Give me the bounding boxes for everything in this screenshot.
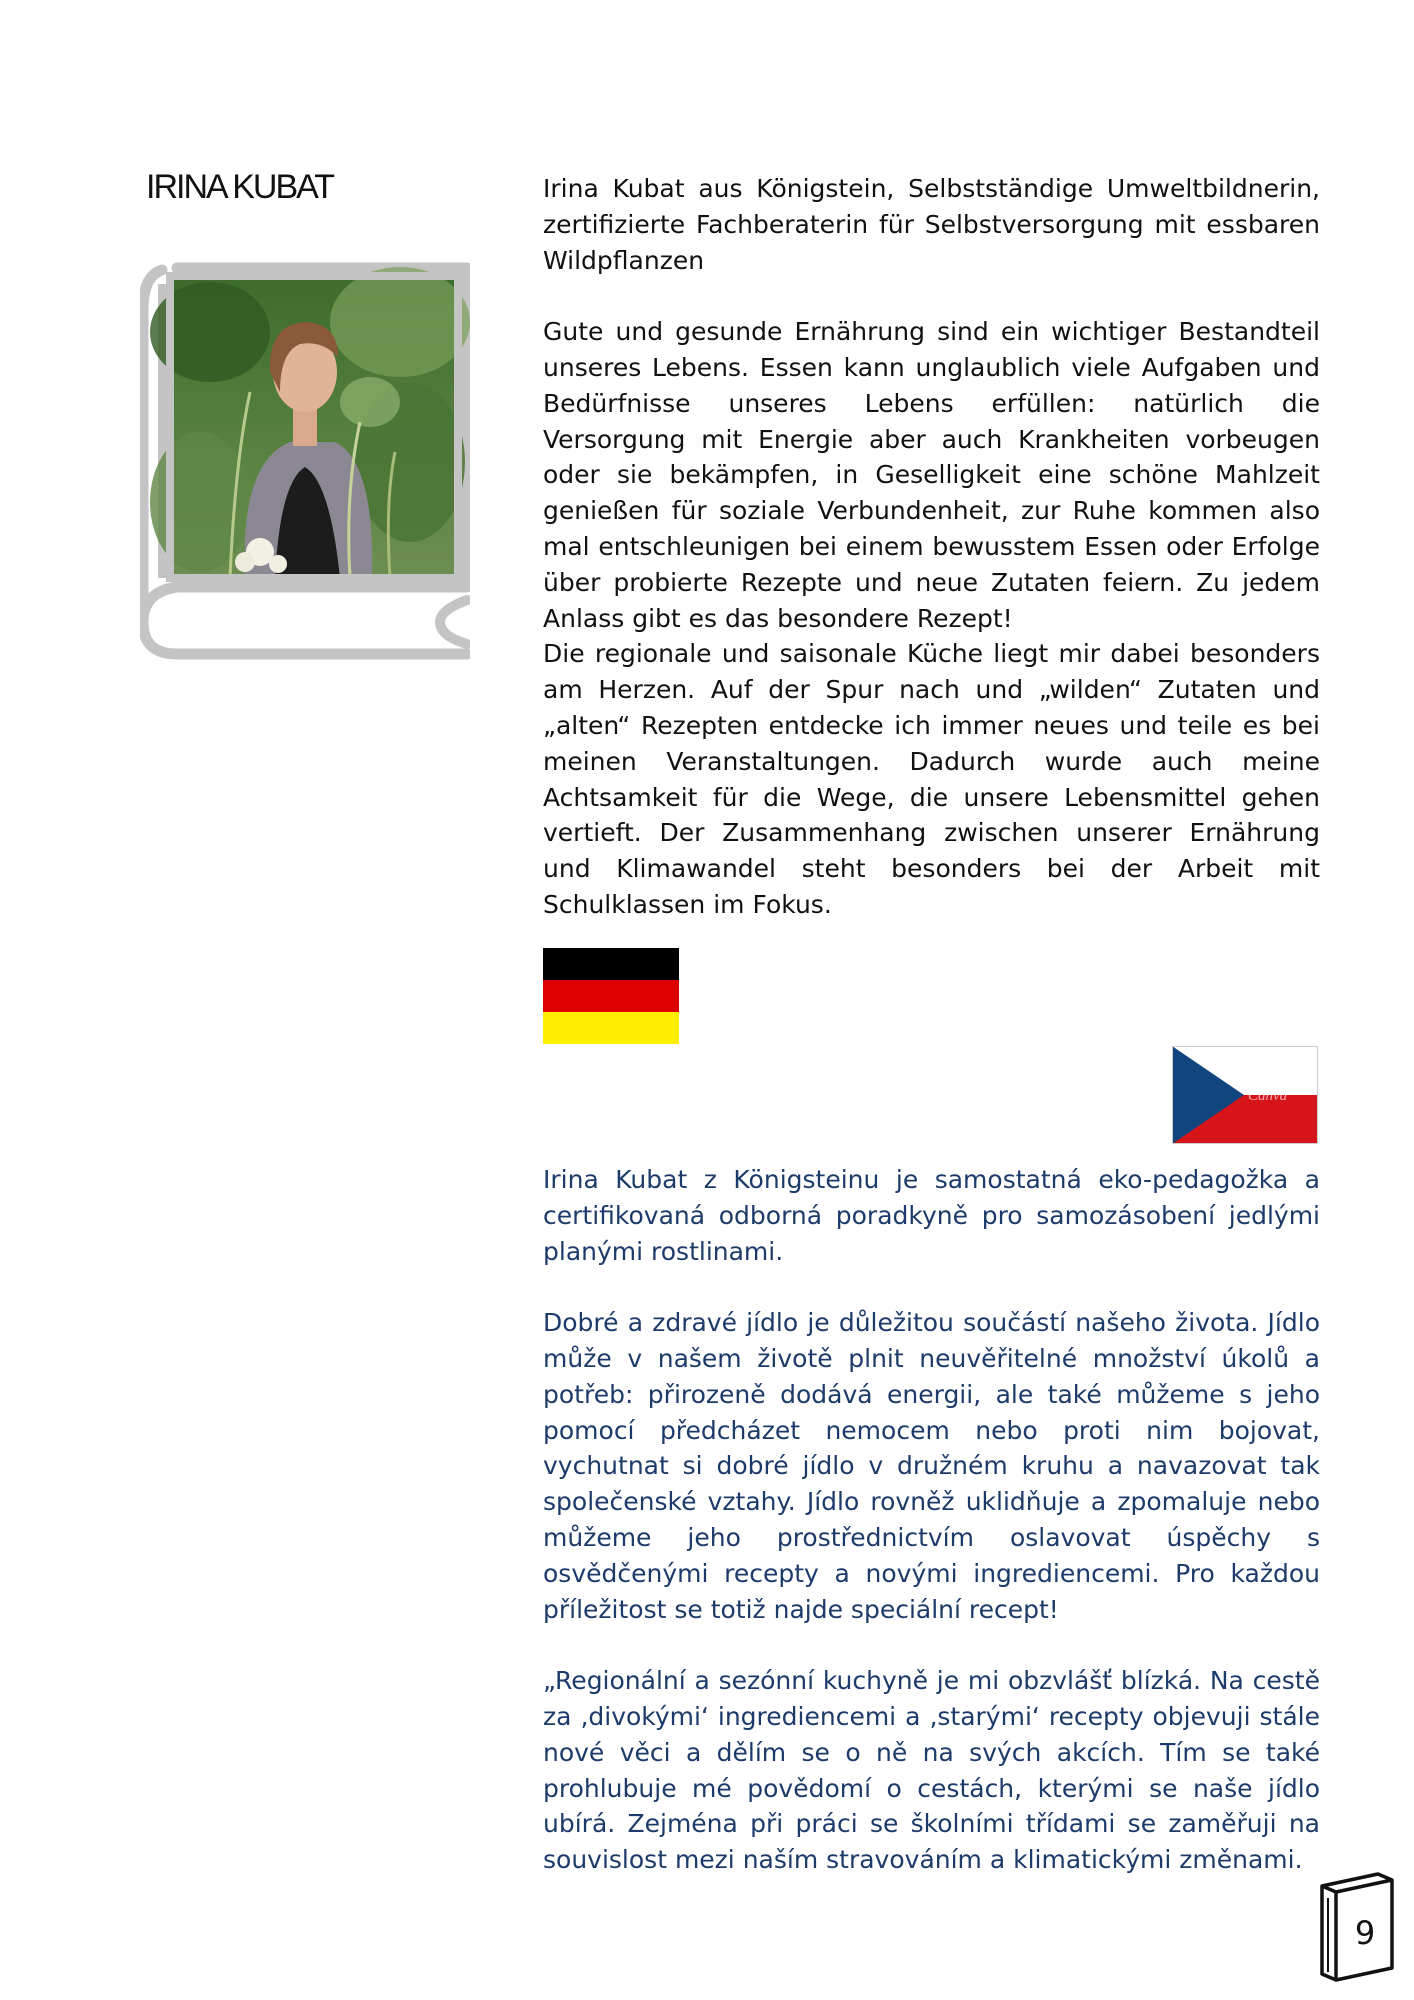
czech-text-block <box>543 1162 1320 1878</box>
czech-flag <box>1172 1046 1318 1144</box>
book-frame-icon <box>140 262 470 662</box>
german-flag <box>543 948 679 1044</box>
german-paragraph: Gute und gesunde Ernährung sind ein wichtiger Bestandteil unseres Lebens. Essen kann unglaublich viele Aufgaben und Bedürfnisse unseres Lebens erfüllen: natürlich die Versorgung mit Energie aber auch Krankheiten vorbeugen oder sie bekämpfen, in Geselligkeit eine schöne Mahlzeit genießen für soziale Verbundenheit, zur Ruhe kommen also mal entschleunigen bei einem bewusstem Essen oder Erfolge über probierte Rezepte und neue Zutaten feiern. Zu jedem Anlass gibt es das besondere Rezept! <box>543 317 1320 633</box>
person-name-heading: IRINA KUBAT <box>146 168 334 206</box>
watermark-text: Canva <box>1248 1088 1288 1104</box>
german-text-block <box>543 171 1320 923</box>
german-paragraph: Die regionale und saisonale Küche liegt mir dabei besonders am Herzen. Auf der Spur nach und „wilden“ Zutaten und „alten“ Rezepten entdecke ich immer neues und teile es bei meinen Veranstaltungen. Dadurch wurde auch meine Achtsamkeit für die Wege, die unsere Lebensmittel gehen vertieft. Der Zusammenhang zwischen unserer Ernährung und Klimawandel steht besonders bei der Arbeit mit Schulklassen im Fokus. <box>543 639 1320 919</box>
page-number-badge <box>1312 1868 1400 1988</box>
czech-paragraph: „Regionální a sezónní kuchyně je mi obzvlášť blízká. Na cestě za ‚divokými‘ ingrediencemi a ‚starými‘ recepty objevuji stále nové věci a dělím se o ně na svých akcích. Tím se také prohlubuje mé povědomí o cestách, kterými se naše jídlo ubírá. Zejména při práci se školními třídami se zaměřuji na souvislost mezi naším stravováním a klimatickými změnami. <box>543 1666 1320 1875</box>
page-number: 9 <box>1354 1914 1376 1952</box>
book-icon <box>1312 1868 1400 1988</box>
czech-intro: Irina Kubat z Königsteinu je samostatná eko-pedagožka a certifikovaná odborná poradkyně pro samozásobení jedlými planými rostlinami. <box>543 1165 1320 1266</box>
portrait-photo <box>150 267 470 578</box>
portrait-book-frame <box>140 262 470 662</box>
czech-paragraph: Dobré a zdravé jídlo je důležitou součástí našeho života. Jídlo může v našem životě plnit neuvěřitelné množství úkolů a potřeb: přirozeně dodává energii, ale také můžeme s jeho pomocí předcházet nemocem nebo proti nim bojovat, vychutnat si dobré jídlo v družném kruhu a navazovat tak společenské vztahy. Jídlo rovněž uklidňuje a zpomaluje nebo můžeme jeho prostřednictvím oslavovat úspěchy s osvědčenými recepty a novými ingrediencemi. Pro každou příležitost se totiž najde speciální recept! <box>543 1308 1320 1624</box>
german-intro: Irina Kubat aus Königstein, Selbstständige Umweltbildnerin, zertifizierte Fachberaterin für Selbstversorgung mit essbaren Wildpflanzen <box>543 174 1320 275</box>
